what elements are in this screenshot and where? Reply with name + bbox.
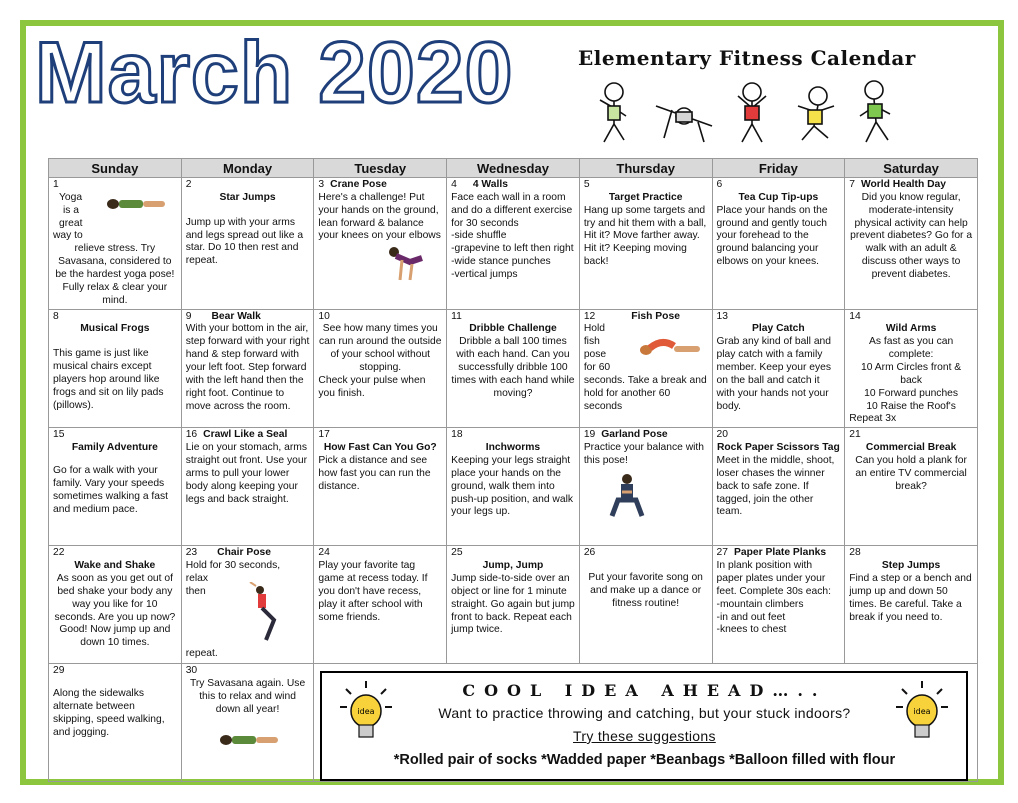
day-text: Pick a distance and see how fast you can run the distance. <box>318 455 431 492</box>
day-text: This game is just like musical chairs except players hop around like frogs and sit on lily pads (pillows). <box>53 348 164 411</box>
cool-idea-items: *Rolled pair of socks *Wadded paper *Beanbags *Balloon filled with flour <box>393 752 896 769</box>
day-cell-11 <box>447 309 580 428</box>
day-title: Wake and Shake <box>74 560 156 572</box>
day-cell-29 <box>49 664 182 782</box>
day-text: As fast as you can complete: <box>869 336 954 361</box>
cool-idea-try: Try these suggestions <box>573 727 716 744</box>
lightbulb-icon <box>894 679 950 745</box>
day-text: Hold <box>583 323 605 335</box>
weekday-header-row <box>49 159 978 178</box>
day-number: 23 <box>185 547 198 559</box>
day-text: Along the sidewalks alternate between skipping, speed walking, and jogging. <box>53 688 165 738</box>
day-text: relieve stress. Try Savasana, considered to be the hardest yoga pose! Fully relax & clear your mind. <box>55 243 175 306</box>
day-cell-19 <box>579 428 712 546</box>
weekday-thursday: Thursday <box>579 159 712 178</box>
weekday-tuesday: Tuesday <box>314 159 447 178</box>
day-cell-28 <box>845 546 978 664</box>
day-text: seconds. Take a break and hold for another 60 seconds <box>583 374 707 412</box>
day-title: Tea Cup Tip-ups <box>738 191 819 203</box>
day-text: then <box>185 585 206 597</box>
day-text: Dribble a ball 100 times with each hand. Can you successfully dribble 100 times with each hand while moving? <box>451 336 575 399</box>
day-text: Play your favorite tag game at recess today. If you don't have recess, play it after school with some friends. <box>318 560 428 623</box>
day-title: Family Adventure <box>71 442 158 454</box>
day-cell-9 <box>181 309 314 428</box>
bulb-label: idea <box>357 707 375 717</box>
day-number: 20 <box>716 429 728 441</box>
day-title: 4 Walls <box>472 179 508 190</box>
day-cell-3 <box>314 178 447 310</box>
fish-pose-figure-icon <box>638 336 704 358</box>
day-number: 13 <box>716 310 728 322</box>
lightbulb-icon <box>338 679 394 745</box>
day-number: 28 <box>849 547 861 559</box>
day-number: 22 <box>53 547 65 559</box>
day-title: Crawl Like a Seal <box>203 429 288 441</box>
day-number: 15 <box>53 429 65 441</box>
day-number: 25 <box>451 547 463 559</box>
day-text: With your bottom in the air, step forward with your right hand & step forward with your left foot. Step forward with the left hand then the right foot. Continue to move across the room. <box>185 323 310 412</box>
day-text: Face each wall in a room and do a different exercise for 30 seconds <box>451 191 573 229</box>
crane-pose-figure-icon <box>384 242 428 284</box>
day-text: Grab any kind of ball and play catch with a family member. Keep your eyes on the ball and catch it with your hands not your body. <box>716 336 831 412</box>
day-number: 30 <box>185 665 198 677</box>
day-text: great <box>59 217 83 229</box>
day-text: -grapevine to left then right <box>451 243 574 255</box>
day-text: Find a step or a bench and jump up and down 50 times. Be careful. Take a break if you need to. <box>849 573 972 623</box>
day-number: 24 <box>318 547 330 559</box>
cool-idea-cell <box>314 664 978 782</box>
weekday-saturday: Saturday <box>845 159 978 178</box>
day-title: Jump, Jump <box>482 560 544 572</box>
day-number: 29 <box>53 665 65 677</box>
day-text: Jump up with your arms and legs spread out like a star. Do 10 then rest and repeat. <box>185 216 304 267</box>
day-title: Paper Plate Planks <box>733 547 827 559</box>
day-text: -mountain climbers <box>716 598 804 610</box>
day-text: -wide stance punches <box>451 256 551 268</box>
day-cell-20 <box>712 428 845 546</box>
day-cell-23 <box>181 546 314 664</box>
day-text: 10 Forward punches <box>864 387 959 399</box>
day-number: 4 <box>451 179 457 190</box>
day-cell-15 <box>49 428 182 546</box>
day-text: -in and out feet <box>716 611 786 623</box>
day-cell-26 <box>579 546 712 664</box>
day-cell-8 <box>49 309 182 428</box>
day-cell-13 <box>712 309 845 428</box>
day-cell-27 <box>712 546 845 664</box>
month-title: March 2020 <box>35 25 514 121</box>
day-text: for 60 <box>583 362 611 374</box>
day-text: Hold for 30 seconds, <box>185 560 281 572</box>
week-row <box>49 178 978 310</box>
day-title: Bear Walk <box>211 310 261 322</box>
weekday-monday: Monday <box>181 159 314 178</box>
day-title: Play Catch <box>752 323 805 335</box>
day-text: See how many times you can run around the outside of your school without stopping. <box>319 323 442 374</box>
day-text: Put your favorite song on and make up a dance or fitness routine! <box>588 572 703 609</box>
day-text: -vertical jumps <box>451 269 518 281</box>
day-cell-16 <box>181 428 314 546</box>
day-text: Go for a walk with your family. Vary your speeds sometimes walking a fast and medium pace. <box>53 465 169 515</box>
day-title: Target Practice <box>608 191 683 203</box>
week-row <box>49 546 978 664</box>
day-number: 3 <box>318 179 325 190</box>
day-title: Wild Arms <box>885 323 937 335</box>
day-cell-14 <box>845 309 978 428</box>
kids-illustration <box>592 76 912 148</box>
day-number: 5 <box>583 179 590 190</box>
day-cell-10 <box>314 309 447 428</box>
day-title: How Fast Can You Go? <box>323 442 437 454</box>
day-text: Can you hold a plank for an entire TV commercial break? <box>855 455 967 492</box>
day-text: relax <box>185 573 209 585</box>
day-number: 17 <box>318 429 330 441</box>
day-text: Meet in the middle, shoot, loser chases the winner back to safe zone. If tagged, join the other team. <box>716 455 835 518</box>
day-cell-24 <box>314 546 447 664</box>
week-row <box>49 309 978 428</box>
day-title: Rock Paper Scissors Tag <box>716 442 840 454</box>
day-number: 7 <box>849 179 855 190</box>
day-number: 18 <box>451 429 463 441</box>
day-text: Try Savasana again. Use this to relax and wind down all year! <box>189 678 306 715</box>
day-title: Step Jumps <box>881 560 941 572</box>
weekday-friday: Friday <box>712 159 845 178</box>
day-number: 11 <box>451 310 462 322</box>
day-title: Musical Frogs <box>80 323 150 335</box>
day-text: -side shuffle <box>451 230 507 242</box>
day-number: 14 <box>849 310 861 322</box>
calendar-subtitle: Elementary Fitness Calendar <box>578 46 916 70</box>
day-text: way to <box>53 230 83 242</box>
day-number: 8 <box>53 310 59 322</box>
day-text: pose <box>583 349 607 361</box>
day-number: 9 <box>185 310 192 322</box>
day-number: 10 <box>318 310 330 322</box>
week-row <box>49 428 978 546</box>
day-title: Dribble Challenge <box>469 323 557 335</box>
day-text: Lie on your stomach, arms straight out front. Use your arms to pull your lower body along keeping your legs and back straight. <box>185 442 308 505</box>
day-title: World Health Day <box>860 179 947 190</box>
cool-idea-heading: COOL IDEA AHEAD….. <box>462 681 827 701</box>
day-text: -knees to chest <box>716 624 787 636</box>
day-number: 21 <box>849 429 861 441</box>
day-number: 6 <box>716 179 723 190</box>
day-number: 19 <box>583 429 596 441</box>
day-cell-21 <box>845 428 978 546</box>
weekday-wednesday: Wednesday <box>447 159 580 178</box>
day-number: 26 <box>583 547 596 559</box>
day-cell-30 <box>181 664 314 782</box>
savasana-figure-icon <box>218 730 282 748</box>
day-text: fish <box>583 336 600 348</box>
day-number: 16 <box>185 429 198 441</box>
day-text: Repeat 3x <box>849 413 897 425</box>
day-number: 27 <box>716 547 728 559</box>
day-title: Commercial Break <box>865 442 957 454</box>
day-text: 10 Raise the Roof's <box>866 400 956 412</box>
day-title: Star Jumps <box>219 191 276 203</box>
day-text: Check your pulse when you finish. <box>318 374 426 399</box>
day-cell-1 <box>49 178 182 310</box>
day-text: Practice your balance with this pose! <box>583 442 705 467</box>
day-title: Garland Pose <box>601 429 668 441</box>
day-number: 12 <box>583 310 596 322</box>
week-row <box>49 664 978 782</box>
day-text: 10 Arm Circles front & back <box>861 362 962 386</box>
day-cell-25 <box>447 546 580 664</box>
day-text: repeat. <box>185 648 218 660</box>
day-text: As soon as you get out of bed shake your body any way you like for 10 seconds. Are you up now? Good! Now jump up and down 10 times. <box>54 573 176 649</box>
day-cell-6 <box>712 178 845 310</box>
day-title: Crane Pose <box>330 179 387 190</box>
day-text: is a <box>63 204 80 216</box>
savasana-figure-icon <box>105 194 169 212</box>
day-cell-7 <box>845 178 978 310</box>
day-cell-2 <box>181 178 314 310</box>
day-cell-12 <box>579 309 712 428</box>
day-title: Inchworms <box>485 442 541 454</box>
day-cell-17 <box>314 428 447 546</box>
day-text: Yoga <box>59 191 83 203</box>
day-number: 2 <box>185 179 192 190</box>
day-cell-18 <box>447 428 580 546</box>
weekday-sunday: Sunday <box>49 159 182 178</box>
day-text: Keeping your legs straight place your hands on the ground, walk them into push-up position, and walk your legs up. <box>451 455 574 518</box>
day-text: Place your hands on the ground and gently touch your forehead to the ground balancing your elbows on your knees. <box>716 204 828 268</box>
day-text: Did you know regular, moderate-intensity physical activity can help prevent diabetes? Go for a walk with an adult & discuss other ways to prevent diabetes. <box>850 191 973 281</box>
day-cell-5 <box>579 178 712 310</box>
day-text: Hang up some targets and try and hit them with a ball, Hit it? Move farther away. Hit it? Keeping moving back! <box>583 204 707 268</box>
day-cell-22 <box>49 546 182 664</box>
cool-idea-box <box>320 671 968 781</box>
day-number: 1 <box>53 179 59 190</box>
chair-pose-figure-icon <box>246 582 286 644</box>
day-text: Jump side-to-side over an object or line for 1 minute straight. Go again but jump front to back. Repeat each jump twice. <box>451 573 575 636</box>
day-title: Chair Pose <box>217 547 271 559</box>
day-text: Here's a challenge! Put your hands on the ground, lean forward & balance your knees on your elbows <box>318 191 441 242</box>
day-cell-4 <box>447 178 580 310</box>
calendar-grid <box>48 158 978 782</box>
day-text: In plank position with paper plates under your feet. Complete 30s each: <box>716 560 831 597</box>
day-title: Fish Pose <box>631 310 680 322</box>
cool-idea-question: Want to practice throwing and catching, but your stuck indoors? <box>438 705 851 722</box>
bulb-label: idea <box>913 707 931 717</box>
garland-pose-figure-icon <box>606 472 648 520</box>
